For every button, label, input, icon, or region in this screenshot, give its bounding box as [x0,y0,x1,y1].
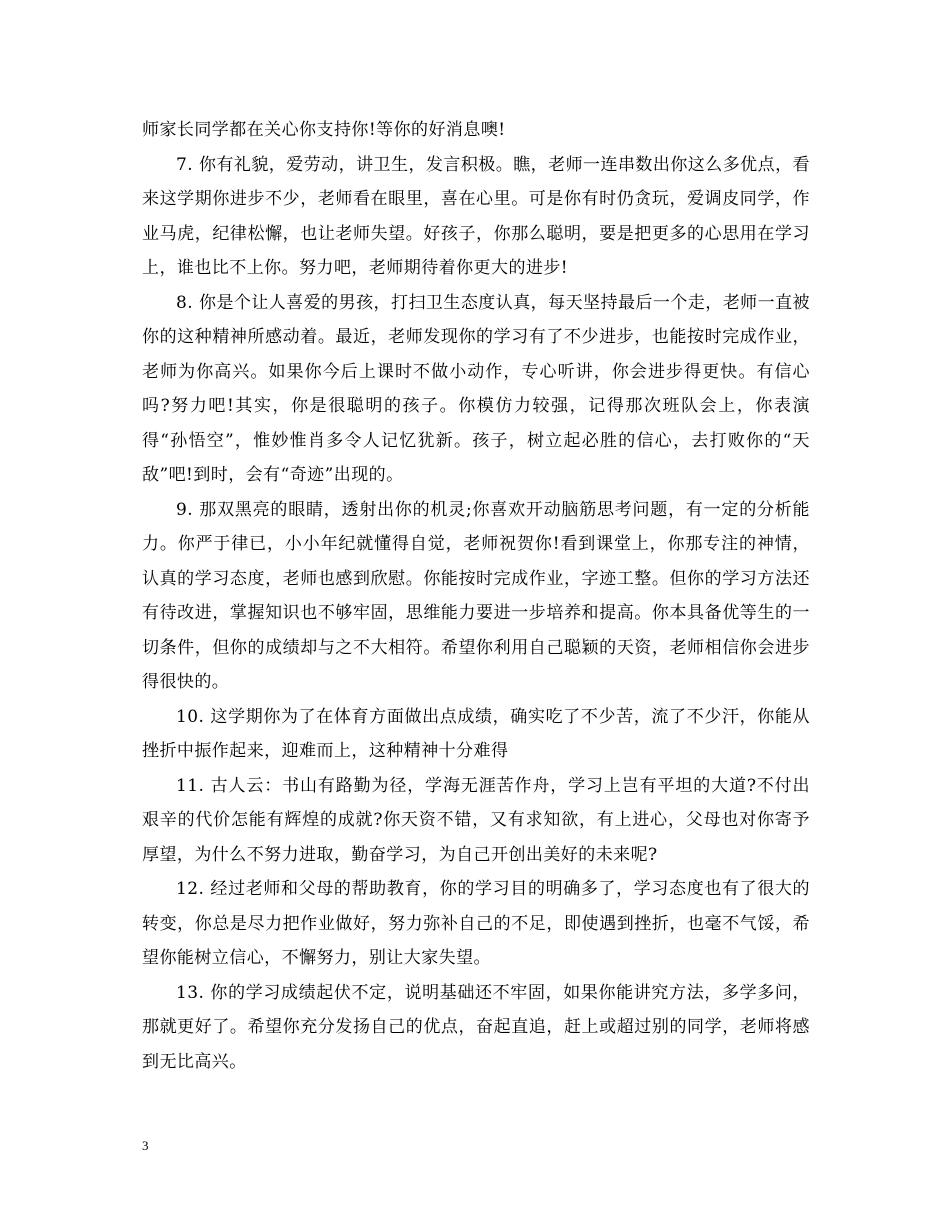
paragraph-comment-11: 11. 古人云：书山有路勤为径，学海无涯苦作舟，学习上岂有平坦的大道?不付出艰辛的代价怎能有辉煌的成就?你天资不错，又有求知欲，有上进心，父母也对你寄予厚望，为什么不努力进取，勤奋学习，为自己开创出美好的未来呢? [142,775,810,865]
paragraph-comment-13: 13. 你的学习成绩起伏不定，说明基础还不牢固，如果你能讲究方法，多学多问，那就更好了。希望你充分发扬自己的优点，奋起直追，赶上或超过别的同学，老师将感到无比高兴。 [142,982,810,1072]
page-number: 3 [142,1138,149,1153]
paragraph-comment-12: 12. 经过老师和父母的帮助教育，你的学习目的明确多了，学习态度也有了很大的转变，你总是尽力把作业做好，努力弥补自己的不足，即使遇到挫折，也毫不气馁，希望你能树立信心，不懈努力，别让大家失望。 [142,879,810,968]
paragraph-continuation: 师家长同学都在关心你支持你!等你的好消息噢! [142,120,506,140]
paragraph-comment-7: 7. 你有礼貌，爱劳动，讲卫生，发言积极。瞧，老师一连串数出你这么多优点，看来这学期你进步不少，老师看在眼里，喜在心里。可是你有时仍贪玩，爱调皮同学，作业马虎，纪律松懈，也让老师失望。好孩子，你那么聪明，要是把更多的心思用在学习上，谁也比不上你。努力吧，老师期待着你更大的进步! [142,154,810,278]
paragraph-comment-10: 10. 这学期你为了在体育方面做出点成绩，确实吃了不少苦，流了不少汗，你能从挫折中振作起来，迎难而上，这种精神十分难得 [142,706,810,761]
document-body [142,113,810,1079]
paragraph-comment-9: 9. 那双黑亮的眼睛，透射出你的机灵;你喜欢开动脑筋思考问题，有一定的分析能力。你严于律已，小小年纪就懂得自觉，老师祝贺你!看到课堂上，你那专注的神情，认真的学习态度，老师也感到欣慰。你能按时完成作业，字迹工整。但你的学习方法还有待改进，掌握知识也不够牢固，思维能力要进一步培养和提高。你本具备优等生的一切条件，但你的成绩却与之不大相符。希望你利用自己聪颖的天资，老师相信你会进步得很快的。 [142,499,810,692]
paragraph-comment-8: 8. 你是个让人喜爱的男孩，打扫卫生态度认真，每天坚持最后一个走，老师一直被你的这种精神所感动着。最近，老师发现你的学习有了不少进步，也能按时完成作业，老师为你高兴。如果你今后上课时不做小动作，专心听讲，你会进步得更快。有信心吗?努力吧!其实，你是很聪明的孩子。你模仿力较强，记得那次班队会上，你表演得“孙悟空”，惟妙惟肖多令人记忆犹新。孩子，树立起必胜的信心，去打败你的“天敌”吧!到时，会有“奇迹”出现的。 [142,292,810,485]
